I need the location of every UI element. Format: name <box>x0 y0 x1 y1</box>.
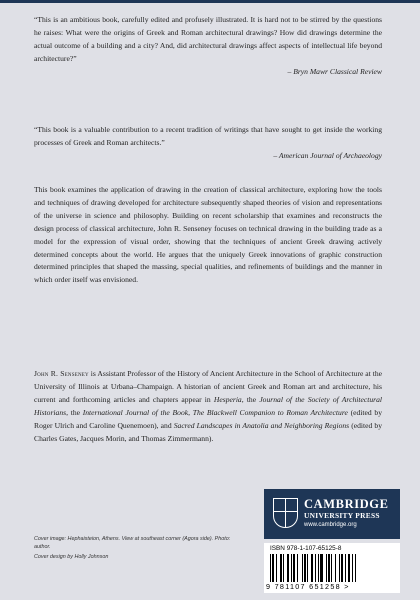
review-quote: “This book is a valuable contribution to a recent tradition of writings that have sought to get inside the working processes of Greek and Roman architects.” <box>34 125 382 147</box>
review-source: – Bryn Mawr Classical Review <box>287 66 382 76</box>
description-text: This book examines the application of drawing in the creation of classical architecture, exploring how the tools and techniques of drawing developed for architecture subsequently shaped theories of vision and representations of the universe in science and philosophy. Building on recent scholarship that examines and reconstructs the design process of classical architecture, John R. Senseney focuses on technical drawing in the building trade as a model for the expression of visual order, showing that the techniques of ancient Greek drawing actively determined concepts about the world. He argues that the uniquely Greek innovations of graphic construction determined principles that shaped the massing, special qualities, and refinements of buildings and the manner in which order itself was envisioned. <box>34 185 382 285</box>
review-1 <box>34 14 382 79</box>
author-bio <box>34 368 382 445</box>
publication-title: The Blackwell Companion to Roman Architecture <box>192 407 348 417</box>
publication-title: Journal of the Society of Architectural Historians <box>34 394 382 417</box>
cover-design-credit: Cover design by Holly Johnson <box>34 554 109 560</box>
publisher-logo <box>264 489 400 539</box>
bio-text: , the <box>66 407 83 417</box>
cover-credits <box>34 536 234 562</box>
author-bio-text <box>34 368 382 445</box>
book-description <box>34 184 382 287</box>
cover-image-credit: Cover image: Hephaisteion, Athens. View at southeast corner (Agora side). Photo: author. <box>34 536 231 550</box>
bio-text: , the <box>241 394 260 404</box>
cambridge-crest-icon <box>273 498 298 528</box>
isbn-label: ISBN 978-1-107-65125-8 <box>270 545 342 552</box>
barcode-bars-icon <box>270 554 390 582</box>
isbn-barcode <box>264 543 400 593</box>
top-border <box>0 0 420 3</box>
barcode-digits: 9 781107 651258 > <box>266 582 350 591</box>
bio-text: (edited by Roger Ulrich and Caroline Quenemoen), and <box>34 407 382 430</box>
publication-title: Sacred Landscapes in Anatolia and Neighboring Regions <box>173 420 350 430</box>
review-2 <box>34 124 382 163</box>
publication-title: Hesperia <box>213 394 242 404</box>
publisher-subtitle: UNIVERSITY PRESS <box>304 511 380 520</box>
review-source: – American Journal of Archaeology <box>273 150 382 160</box>
bio-text: (edited by Charles Gates, Jacques Morin, and Thomas Zimmermann). <box>34 420 382 443</box>
review-quote: “This is an ambitious book, carefully edited and profusely illustrated. It is hard not to be stirred by the questions he raises: What were the origins of Greek and Roman architectural drawings? How did drawings determine the actual outcome of a building and a city? And, did architectural drawings affect aspects of intellectual life beyond architecture?” <box>34 15 382 63</box>
publisher-name: CAMBRIDGE <box>304 497 389 511</box>
bio-text: , <box>188 407 193 417</box>
publication-title: International Journal of the Book <box>82 407 189 417</box>
author-name: John R. Senseney <box>34 369 89 378</box>
bio-text: is Assistant Professor of the History of Ancient Architecture in the School of Architecture at the University of Illinois at Urbana–Champaign. A historian of ancient Greek and Roman art and architecture, his current and forthcoming articles and chapters appear in <box>34 369 383 404</box>
publisher-url: www.cambridge.org <box>304 522 357 528</box>
